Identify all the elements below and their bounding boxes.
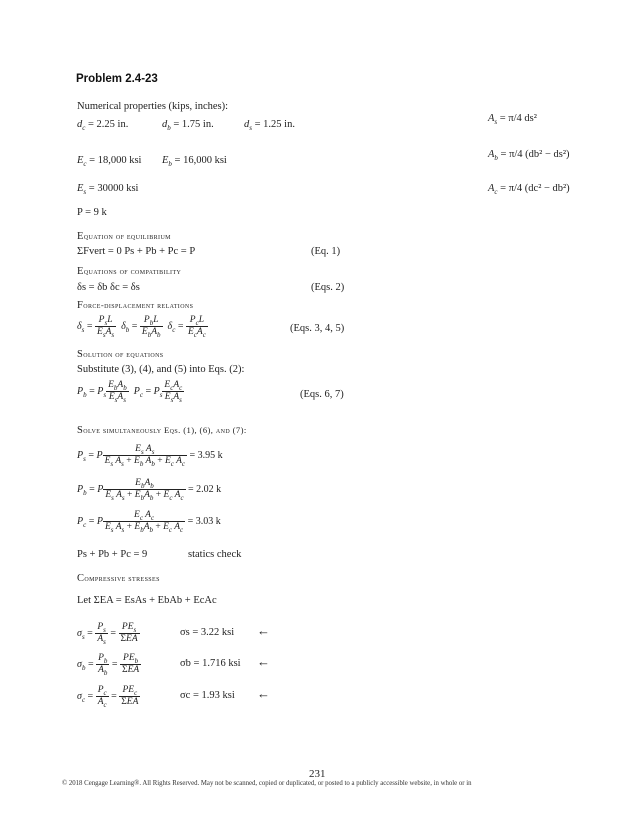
- sum-ea-definition: Let ΣEA = EsAs + EbAb + EcAc: [77, 595, 217, 606]
- arrow-left-icon: ←: [257, 654, 270, 669]
- solution-pb: $P_b = P$ $\frac{E_bA_b}{E_s A_s + E_bA_b + E_c A_c}$ = 2.02 k: [77, 478, 222, 502]
- heading-compressive-stresses: Compressive stresses: [77, 573, 160, 584]
- dim-ds: $d_s = 1.25$ in.: [244, 119, 295, 133]
- stress-s-value: σs = 3.22 ksi: [180, 627, 235, 638]
- equation-1: ΣFvert = 0 Ps + Pb + Pc = P: [77, 246, 196, 257]
- solution-ps: $P_s = P$ $\frac{E_s A_s}{E_s A_s + E_b A_b + E_c A_c}$ = 3.95 k: [77, 444, 223, 468]
- area-ab: $A_b = \pi/4$ (db² − ds²): [488, 149, 570, 163]
- load-p: P = 9 k: [77, 207, 107, 218]
- modulus-es-value: = 30000 ksi: [88, 183, 139, 194]
- heading-force-displacement: Force-displacement relations: [77, 300, 194, 311]
- dim-db-value: = 1.75 in.: [173, 119, 214, 130]
- dim-db: $d_b = 1.75$ in.: [162, 119, 214, 133]
- arrow-left-icon: ←: [257, 623, 270, 638]
- solution-pc: $P_c = P$ $\frac{E_c A_c}{E_s A_s + E_bA_b + E_c A_c}$ = 3.03 k: [77, 510, 221, 534]
- stress-c-formula: $\sigma_c$ = $\frac{P_c}{A_c}$ = $\frac{PE_c}{\text{ΣEA}}$: [77, 685, 139, 709]
- page-number: 231: [309, 768, 326, 780]
- area-ac-formula: = π/4 (dc² − db²): [500, 183, 570, 194]
- dim-dc: $d_c = 2.25$ in.: [77, 119, 129, 133]
- stress-b-formula: $\sigma_b$ = $\frac{P_b}{A_b}$ = $\frac{PE_b}{\text{ΣEA}}$: [77, 653, 140, 677]
- modulus-eb: $E_b = 16,000$ ksi: [162, 155, 227, 169]
- equations-3-4-5: $\delta_s$ = $\frac{P_sL}{E_sA_s}$ $\delta_b$ = $\frac{P_bL}{E_bA_b}$ $\delta_c$ = $\frac{P_cL}{E_cA_c}$: [77, 315, 206, 339]
- stress-c-value: σc = 1.93 ksi: [180, 690, 235, 701]
- equation-2: δs = δb δc = δs: [77, 282, 140, 293]
- modulus-ec-value: = 18,000 ksi: [89, 155, 142, 166]
- substitute-text: Substitute (3), (4), and (5) into Eqs. (2):: [77, 364, 245, 375]
- statics-check-equation: Ps + Pb + Pc = 9: [77, 549, 148, 560]
- statics-check-label: statics check: [188, 549, 242, 560]
- solution-pc-value: = 3.03 k: [187, 515, 221, 527]
- stress-b-value: σb = 1.716 ksi: [180, 658, 241, 669]
- heading-equilibrium: Equation of equilibrium: [77, 231, 171, 242]
- heading-compatibility: Equations of compatibility: [77, 266, 182, 277]
- modulus-es: $E_s = 30000$ ksi: [77, 183, 139, 197]
- dim-ds-value: = 1.25 in.: [254, 119, 295, 130]
- copyright-footer: © 2018 Cengage Learning®. All Rights Reserved. May not be scanned, copied or duplicated, or posted to a publicly accessible website, in whole or in: [62, 780, 472, 787]
- heading-solution: Solution of equations: [77, 349, 164, 360]
- equations-3-4-5-tag: (Eqs. 3, 4, 5): [290, 323, 345, 334]
- equation-2-tag: (Eqs. 2): [311, 282, 345, 293]
- solution-pb-value: = 2.02 k: [188, 483, 222, 495]
- dim-dc-value: = 2.25 in.: [87, 119, 129, 130]
- modulus-eb-value: = 16,000 ksi: [174, 155, 227, 166]
- modulus-ec: $E_c = 18,000$ ksi: [77, 155, 142, 169]
- problem-title: Problem 2.4-23: [76, 73, 158, 85]
- area-as-formula: = π/4 ds²: [499, 113, 537, 124]
- equations-6-7: $P_b = P_s$ $\frac{E_bA_b}{E_sA_s}$ $P_c = P_s$ $\frac{E_cA_c}{E_sA_s}$: [77, 380, 183, 404]
- arrow-left-icon: ←: [257, 686, 270, 701]
- numerical-properties-label: Numerical properties (kips, inches):: [77, 101, 229, 112]
- solution-ps-value: = 3.95 k: [189, 449, 223, 461]
- area-ac: $A_c = \pi/4$ (dc² − db²): [488, 183, 570, 197]
- equation-1-tag: (Eq. 1): [311, 246, 341, 257]
- area-as: $A_s = \pi/4$ ds²: [488, 113, 537, 127]
- equations-6-7-tag: (Eqs. 6, 7): [300, 389, 344, 400]
- heading-solve-simultaneously: Solve simultaneously Eqs. (1), (6), and (7):: [77, 425, 247, 436]
- stress-s-formula: $\sigma_s$ = $\frac{P_s}{A_s}$ = $\frac{PE_s}{\text{ΣEA}}$: [77, 622, 138, 646]
- area-ab-formula: = π/4 (db² − ds²): [500, 149, 570, 160]
